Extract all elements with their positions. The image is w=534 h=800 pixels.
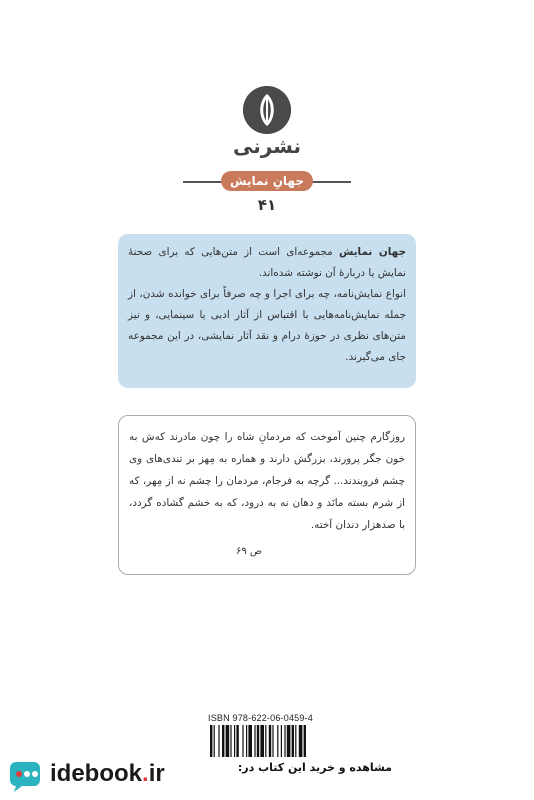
series-description-box — [118, 234, 416, 388]
brand-prefix: idebook — [50, 760, 143, 787]
description-sentence-1: مجموعه‌ای است از متن‌هایی که برای صحنهٔ نمایش یا دربارهٔ آن نوشته شده‌اند. — [128, 246, 406, 279]
isbn-text: ISBN 978-622-06-0459-4 — [208, 713, 313, 723]
series-number: ۴۱ — [257, 196, 277, 214]
series-title-inline: جهان نمایش — [338, 246, 406, 258]
brand-suffix: ir — [148, 760, 165, 787]
series-badge: جهانِ نمایش — [221, 171, 313, 191]
brand-dot: . — [142, 760, 149, 787]
publisher-logo — [243, 86, 291, 134]
excerpt-page-ref: ص ۶۹ — [235, 546, 262, 557]
footer-strip — [0, 752, 534, 800]
description-paragraph-1 — [128, 242, 406, 284]
buy-book-text: مشاهده و خرید این کتاب در: — [237, 761, 392, 774]
publisher-name: نشرنی — [232, 134, 302, 158]
description-paragraph-2: انواع نمایش‌نامه، چه برای اجرا و چه صرفاً برای خوانده شدن، از جمله نمایش‌نامه‌هایی با اقتباس از آثار ادبی یا سینمایی، و نیز متن‌های نظری در حوزهٔ درام و نقد آثار نمایشی، در این مجموعه جای می‌گیرند. — [128, 288, 406, 363]
idebook-wordmark — [50, 760, 165, 788]
idebook-logo[interactable] — [8, 756, 208, 796]
leaf-emblem-icon — [243, 86, 291, 134]
book-excerpt-box — [118, 415, 416, 575]
series-label-row — [183, 171, 351, 191]
book-chat-icon — [8, 758, 44, 794]
excerpt-text: روزگارم چنین آموخت که مردمانِ شاه را چون مادرند که‌ش به خون جگر پرورند، بزرگش دارند و هماره به مِهز بر تندی‌های وی چشم فروبندند... گرچه به فرجام، مردمان را چشم نه از مِهر، که از شرم بسته مانَد و دهان نه به درود، که به خشم گشاده گردد، با صدهزار دندان آخته. — [129, 431, 405, 531]
